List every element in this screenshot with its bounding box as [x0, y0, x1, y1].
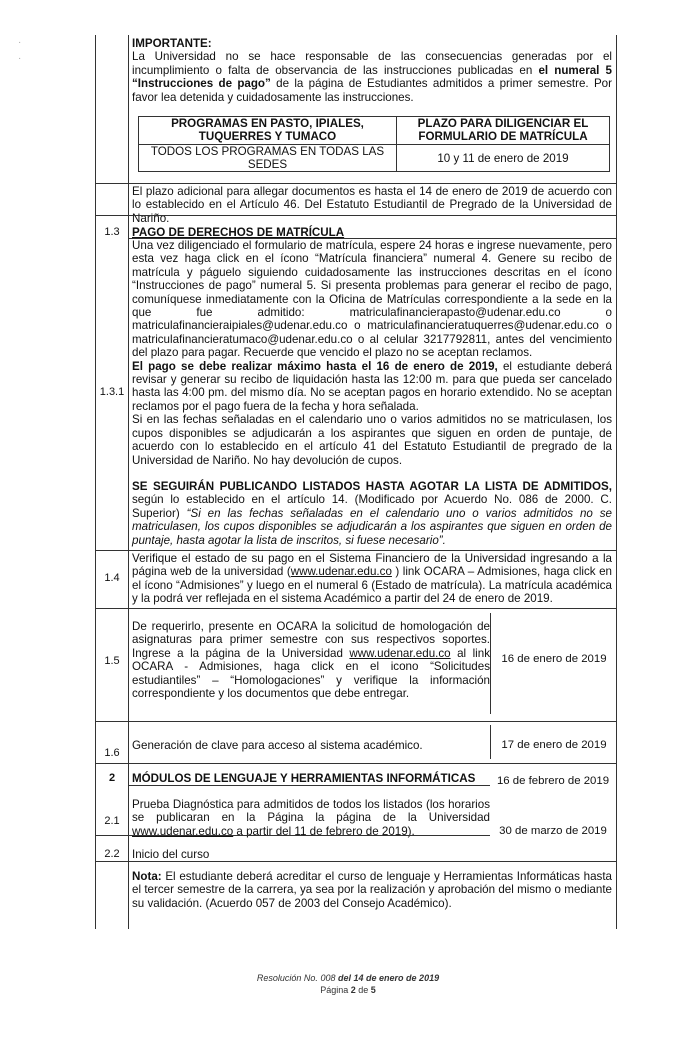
payment-paragraph-3: Si en las fechas señaladas en el calendario uno o varios admitidos no se matriculasen, los cupos disponibles se adjudicarán a los aspirantes que siguen en orden de puntaje, de acuerdo con lo establecido en el artículo 41 del Estatuto Estudiantil de pregrado de la Universidad de Nariño. No hay devolución de cupos.: [132, 413, 612, 467]
footer-page-mid: de: [358, 985, 369, 995]
udenar-link[interactable]: www.udenar.edu.co: [290, 565, 392, 579]
diagnostic-text-2: a partir del 11 de febrero de 2019).: [233, 824, 415, 838]
footer-page-number: 2: [350, 985, 356, 995]
diagnostic-text-1: Prueba Diagnóstica para admitidos de todos los listados (los horarios se publicaran en la Página la página de la Universidad: [132, 798, 490, 825]
section-number: 2: [108, 772, 116, 784]
important-text-1: La Universidad no se hace responsable de las consecuencias generadas por el incumplimiento o falta de observancia de las instrucciones publicadas en: [132, 50, 612, 77]
programs-row-right: 10 y 11 de enero de 2019: [437, 152, 569, 165]
programs-table: [138, 116, 610, 172]
section-number: 1.4: [104, 572, 120, 584]
udenar-link[interactable]: www.udenar.edu.co: [349, 646, 451, 660]
section-title-text: PAGO DE DERECHOS DE MATRÍCULA: [132, 226, 345, 239]
programs-header-right: PLAZO PARA DILIGENCIAR EL FORMULARIO DE MATRÍCULA: [417, 117, 589, 143]
course-start-date: 30 de marzo de 2019: [499, 825, 607, 837]
note-label: Nota:: [132, 870, 162, 883]
udenar-link[interactable]: www.udenar.edu.co: [132, 824, 234, 838]
column-divider: [128, 35, 129, 929]
modules-note: [132, 870, 612, 910]
note-text: El estudiante deberá acreditar el curso de lenguaje y Herramientas Informáticas hasta el tercer semestre de la carrera, ya sea por la realización y aprobación del mismo o mediante su validación. (Acuerdo 057 de 2003 del Consejo Académico).: [132, 870, 612, 910]
course-start: Inicio del curso: [132, 848, 210, 861]
scan-mark: ·: [18, 53, 22, 64]
password-date: 17 de enero de 2019: [501, 739, 607, 751]
footer-resolution: [0, 973, 696, 984]
footer-page-total: 5: [370, 985, 376, 995]
verify-payment: [132, 552, 612, 606]
section-title-modules: MÓDULOS DE LENGUAJE Y HERRAMIENTAS INFORMÁTICAS: [132, 772, 476, 785]
verify-text-2: ) link OCARA – Admisiones, haga click en el ícono “Admisiones” y luego en el numeral 6 (Estado de matrícula). La matrícula académica y la podrá ver reflejada en el sistema Académico a partir del 24 de enero de 2019.: [132, 565, 612, 606]
section-number: 2.2: [104, 848, 120, 860]
payment-deadline-bold: El pago se debe realizar máximo hasta el 16 de enero de 2019,: [132, 359, 498, 373]
important-title: IMPORTANTE:: [132, 37, 212, 50]
payment-deadline-text: el estudiante deberá revisar y generar su recibo de liquidación hasta las 12:00 m. para que pueda ser cancelado hasta las 4:00 pm. del mismo día. No se aceptan pagos en horario extendido. No se aceptan reclamos por el pago fuera de la fecha y hora señalada.: [132, 359, 612, 413]
password-date-cell: [490, 725, 617, 759]
homologation-date: 16 de enero de 2019: [501, 653, 607, 665]
footer-resolution-number: 008: [320, 973, 336, 983]
homologation-date-cell: [490, 613, 617, 714]
programs-header-left: PROGRAMAS EN PASTO, IPIALES, TUQUERRES Y TUMACO: [171, 117, 364, 143]
diagnostic-test: [132, 798, 490, 838]
homologation-text-1: De requerirlo, presente en OCARA la solicitud de homologación de asignaturas para primer semestre con sus respectivos soportes. Ingrese a la página de la Universidad: [132, 620, 490, 660]
section-number: 1.3.1: [99, 386, 125, 398]
listings-text: según lo establecido en el artículo 14. (Modificado por Acuerdo No. 086 de 2000. C. Superior): [132, 493, 612, 520]
section-number: 1.5: [104, 655, 120, 667]
important-notice: [132, 37, 612, 104]
diagnostic-date-cell: [490, 773, 616, 833]
homologation: [132, 620, 490, 700]
section-number: 2.1: [104, 815, 120, 827]
payment-paragraph-1: Una vez diligenciado el formulario de matrícula, espere 24 horas e ingrese nuevamente, pero esta vez haga click en el ícono “Matrícula financiera” numeral 4. Genere su recibo de matrícula y páguelo siguiendo cuidadosamente las instrucciones descritas en el ícono “Instrucciones de pago” numeral 5. Si presenta problemas para generar el recibo de pago, comuníquese inmediatamente con la Oficina de Matrículas correspondiente a la sede en la que fue admitido: matriculafinancierapasto@udenar.edu.co o matriculafinancieraipiales@udenar.edu.co o matriculafinancieratuquerres@udenar.edu.co o matriculafinancieratumaco@udenar.edu.co o al celular 3217792811, antes del vencimiento del plazo para pagar. Recuerde que vencido el plazo no se aceptan reclamos.: [132, 239, 612, 360]
footer-page-prefix: Página: [320, 985, 349, 995]
diagnostic-date: 16 de febrero de 2019: [496, 775, 610, 787]
listings-bold: SE SEGUIRÁN PUBLICANDO LISTADOS HASTA AGOTAR LA LISTA DE ADMITIDOS,: [132, 479, 612, 493]
footer-resolution-mid: del: [338, 973, 352, 983]
footer-resolution-date: 14 de enero de 2019: [353, 973, 440, 983]
scan-mark: ·: [18, 37, 22, 48]
programs-row-left: TODOS LOS PROGRAMAS EN TODAS LAS SEDES: [150, 145, 385, 171]
course-start-date-cell: [490, 825, 616, 845]
section-number: 1.3: [104, 226, 120, 238]
section-number: 1.6: [104, 747, 120, 759]
footer-page: [0, 985, 696, 996]
extra-deadline: El plazo adicional para allegar documentos es hasta el 14 de enero de 2019 de acuerdo con lo establecido en el Artículo 46. Del Estatuto Estudiantil de Pregrado de la Universidad de Nariño.: [132, 185, 612, 225]
password-generation: Generación de clave para acceso al sistema académico.: [132, 739, 423, 752]
footer-resolution-prefix: Resolución No.: [256, 973, 318, 983]
homologation-text-2: al link OCARA - Admisiones, haga click en el icono “Solicitudes estudiantiles” – “Homologaciones” y verifique la información correspondiente y los documentos que debe entregar.: [132, 646, 490, 701]
listings-quote: “Si en las fechas señaladas en el calendario uno o varios admitidos no se matriculasen, los cupos disponibles se adjudicarán a los aspirantes que siguen en orden de puntaje, hasta agotar la lista de inscritos, si fuese necesario”.: [132, 506, 612, 547]
important-text-2: de la página de Estudiantes admitidos a primer semestre. Por favor lea detenida y cuidadosamente las instrucciones.: [132, 77, 612, 104]
verify-text-1: Verifique el estado de su pago en el Sistema Financiero de la Universidad ingresando a la página web de la universidad (: [132, 552, 612, 579]
calendar-table: [95, 35, 617, 929]
important-text-bold: el numeral 5 “Instrucciones de pago”: [132, 63, 612, 91]
payment-instructions: [132, 239, 612, 547]
